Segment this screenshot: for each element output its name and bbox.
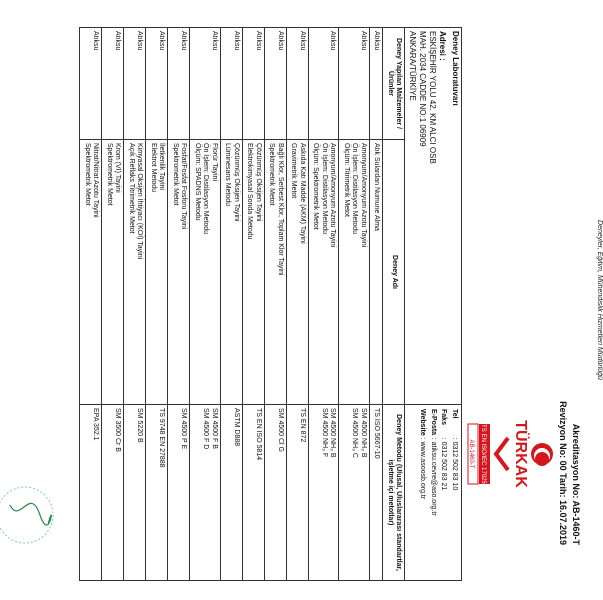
test-name-line: Ön İşlem: Distilasyon Metodu	[202, 143, 210, 235]
test-name-cell	[221, 140, 243, 405]
material-cell: Atıksu	[265, 28, 287, 140]
column-header-row	[383, 28, 405, 581]
test-name-line: Amonyum/Amonyum Azotu Tayini	[360, 143, 367, 248]
turkak-logo	[458, 410, 558, 498]
table-row	[370, 28, 384, 581]
method-cell	[102, 405, 124, 581]
signature-stamp	[0, 465, 80, 545]
test-name-column-header: Deney Adı	[383, 140, 405, 405]
test-name-line: Krom (VI) Tayini	[114, 143, 122, 193]
table-row	[309, 28, 340, 581]
address-line: ESKİŞEHİR YOLU 42. KM ALCI OSB	[428, 31, 438, 164]
test-name-cell	[339, 140, 370, 405]
method-cell	[221, 405, 243, 581]
material-cell: Atıksu	[309, 28, 340, 140]
test-name-line: Ölçüm: Titrimetrik Metot	[343, 143, 350, 217]
material-cell: Atıksu	[287, 28, 309, 140]
website-label: Website	[419, 409, 427, 436]
material-column-header: Deney Yapılan Malzemeler / Ürünler	[383, 28, 405, 140]
method-cell	[287, 405, 309, 581]
material-cell: Atıksu	[124, 28, 146, 140]
email-label: E-Posta	[430, 409, 437, 436]
test-name-line: Elektrot Metodu	[150, 143, 157, 193]
address-label: Adresi :	[438, 31, 448, 61]
table-row	[265, 28, 287, 581]
test-name-cell	[370, 140, 384, 405]
method-cell	[339, 405, 370, 581]
accreditation-info	[556, 401, 582, 545]
material-cell: Atıksu	[370, 28, 384, 140]
email-value: : atiksu.cevre@aso.org.tr	[430, 437, 437, 516]
method-line: SM 4500 NH₃ B	[329, 408, 337, 458]
test-name-cell	[168, 140, 190, 405]
method-line: SM 5220 B	[136, 408, 144, 443]
method-cell	[370, 405, 384, 581]
test-name-line: Florür Tayini	[211, 143, 218, 181]
method-cell	[124, 405, 146, 581]
material-cell: Atıksu	[102, 28, 124, 140]
test-name-line: Spektrometrik Metot	[268, 143, 276, 206]
table-row	[168, 28, 190, 581]
material-cell: Atıksu	[221, 28, 243, 140]
test-name-line: Ölçüm: Spektrometrik Metot	[312, 143, 320, 230]
material-cell: Atıksu	[146, 28, 168, 140]
page-header-text: Deneyler, Eğitim, Mühendislik Hizmetleri Müdürlüğü	[596, 220, 603, 380]
test-name-line: Amonyum/Amonyum Azotu Tayini	[329, 143, 337, 248]
test-name-line: Çözünmüş Oksijen Tayini	[255, 143, 262, 222]
method-line: SM 4500 NH₃ F	[321, 408, 328, 458]
method-line: SM 4500 F B	[211, 408, 218, 449]
test-name-cell	[265, 140, 287, 405]
test-name-line: Atık Sulardan Numune Alma	[373, 143, 381, 231]
table-row	[190, 28, 221, 581]
accreditation-scope-table	[80, 27, 463, 581]
method-line: TS EN 872	[299, 408, 306, 443]
test-name-line: Açık Reflaks Titrimetrik Metot	[128, 143, 135, 234]
test-name-line: Elektrokimyasal Sonda Metodu	[246, 143, 254, 240]
test-name-line: Kimyasal Oksijen İhtiyacı (KOİ) Tayini	[136, 143, 144, 260]
method-line: SM 4500 P E	[180, 408, 188, 450]
table-row	[221, 28, 243, 581]
table-row	[146, 28, 168, 581]
method-cell	[265, 405, 287, 581]
method-line: SM 4500 Cl G	[277, 408, 284, 452]
method-line: TS 9748 EN 27888	[158, 408, 166, 468]
material-cell: Atıksu	[168, 28, 190, 140]
fax-label: Faks	[440, 409, 448, 425]
test-name-cell	[102, 140, 124, 405]
table-row	[124, 28, 146, 581]
table-row	[80, 28, 102, 581]
method-column-header: Deney Metodu (Ulusal, Uluslararası standartlar, işletme içi metotlar)	[383, 405, 405, 581]
test-name-cell	[309, 140, 340, 405]
test-name-cell	[190, 140, 221, 405]
method-cell	[80, 405, 102, 581]
address-line: ANKARA/TÜRKİYE	[408, 31, 418, 101]
table-row	[243, 28, 265, 581]
svg-text:TS EN ISO/IEC 17025: TS EN ISO/IEC 17025	[480, 424, 486, 484]
test-name-cell	[124, 140, 146, 405]
method-line: SM 4500 NH₃ B	[360, 408, 367, 458]
test-name-cell	[287, 140, 309, 405]
material-cell: Atıksu	[190, 28, 221, 140]
website-value: : www.asoosb.org.tr	[419, 437, 427, 500]
method-line: SM 3500 Cr B	[114, 408, 122, 452]
test-name-line: Nitrat/Nitrat Azotu Tayini	[92, 143, 100, 218]
fax-value: : 0312 502 83 21	[440, 437, 448, 491]
accreditation-number: Akreditasyon No: AB-1460-T	[571, 423, 581, 545]
method-line: ASTM D888	[233, 408, 240, 447]
table-row	[102, 28, 124, 581]
test-name-line: Ön İşlem: Distilasyon Metodu	[351, 143, 359, 235]
tel-value: : 0312 502 83 10	[451, 437, 458, 491]
method-line: TS EN ISO 5814	[255, 408, 262, 461]
test-name-line: Spektrometrik Metot	[172, 143, 179, 206]
method-cell	[190, 405, 221, 581]
test-name-line: Fosfat/Fosfat Fosforu Tayini	[180, 143, 188, 230]
test-name-line: Lüminesans Metodu	[224, 143, 232, 207]
test-name-line: İletkenlik Tayini	[158, 143, 166, 190]
svg-text:TÜRKAK: TÜRKAK	[512, 420, 529, 488]
method-cell	[243, 405, 265, 581]
lab-info-row	[405, 28, 462, 581]
material-cell: Atıksu	[243, 28, 265, 140]
test-name-line: Ön İşlem: Distilasyon Metodu	[321, 143, 328, 235]
method-line: SM 4500 F D	[202, 408, 210, 450]
revision-info: Revizyon No: 00 Tarih: 16.07.2019	[558, 401, 568, 545]
lab-address-cell	[405, 28, 462, 405]
test-name-cell	[146, 140, 168, 405]
test-name-cell	[80, 140, 102, 405]
test-name-line: Çözünmüş Oksijen Tayini	[233, 143, 240, 222]
table-row	[287, 28, 309, 581]
method-line: SM 4500 NH₃ C	[351, 408, 359, 458]
tel-label: Tel	[451, 409, 458, 419]
test-name-line: Bağlı Klor, Serbest Klor, Toplam Klor Tayini	[277, 143, 284, 276]
method-cell	[146, 405, 168, 581]
method-line: EPA 352.1	[92, 408, 100, 441]
lab-contact-cell	[405, 405, 462, 581]
method-cell	[168, 405, 190, 581]
material-cell: Atıksu	[80, 28, 102, 140]
svg-text:AB-1460-T: AB-1460-T	[468, 439, 474, 469]
material-cell: Atıksu	[339, 28, 370, 140]
method-cell	[309, 405, 340, 581]
test-name-cell	[243, 140, 265, 405]
test-name-line: Spektrometrik Metot	[84, 143, 91, 206]
test-name-line: Spektrometrik Metot	[106, 143, 113, 206]
lab-label: Deney Laboratuvarı	[451, 31, 460, 106]
address-line: MAH. 2034 CADDE NO:1 06909	[418, 31, 428, 147]
test-name-line: Askıda Katı Madde (AKM) Tayini	[299, 143, 306, 244]
table-row	[339, 28, 370, 581]
test-name-line: Ölçüm: SPADNS Metodu	[194, 143, 201, 221]
test-name-line: Gravimetrik Metot	[290, 143, 298, 199]
method-line: TS ISO 5667-10	[373, 408, 381, 459]
